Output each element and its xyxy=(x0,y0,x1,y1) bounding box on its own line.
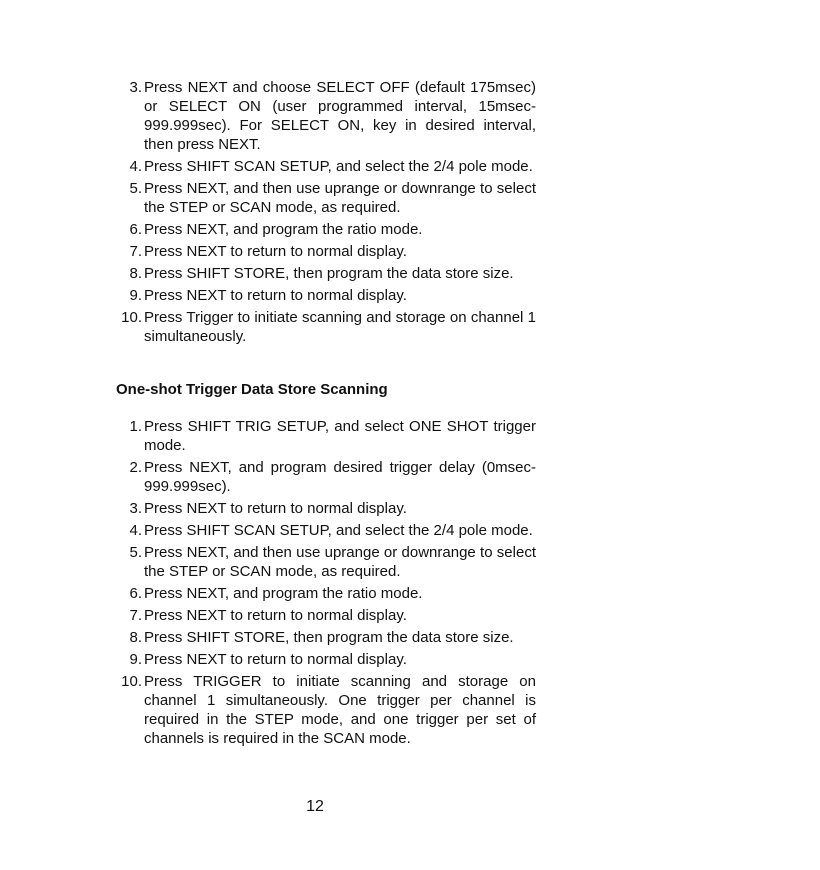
list-item xyxy=(112,521,536,540)
list-item xyxy=(112,242,536,261)
step-number: 4. xyxy=(129,158,142,175)
list-item xyxy=(112,264,536,283)
list-item xyxy=(112,543,536,581)
list-item xyxy=(112,499,536,518)
step-text: Press SHIFT TRIG SETUP, and select ONE SHOT trigger mode. xyxy=(144,418,536,454)
step-number: 10. xyxy=(121,309,142,326)
step-text: Press SHIFT STORE, then program the data store size. xyxy=(144,265,514,282)
list-item xyxy=(112,628,536,647)
step-number: 5. xyxy=(129,180,142,197)
step-text: Press NEXT to return to normal display. xyxy=(144,500,407,517)
step-number: 4. xyxy=(129,522,142,539)
step-text: Press NEXT, and then use uprange or downrange to select the STEP or SCAN mode, as required. xyxy=(144,180,536,216)
manual-page xyxy=(112,78,536,751)
step-text: Press NEXT to return to normal display. xyxy=(144,607,407,624)
list-item xyxy=(112,584,536,603)
step-number: 3. xyxy=(129,79,142,96)
step-number: 6. xyxy=(129,585,142,602)
step-text: Press SHIFT SCAN SETUP, and select the 2/4 pole mode. xyxy=(144,522,533,539)
step-text: Press NEXT to return to normal display. xyxy=(144,287,407,304)
step-number: 7. xyxy=(129,607,142,624)
step-number: 10. xyxy=(121,673,142,690)
step-text: Press NEXT and choose SELECT OFF (default 175msec) or SELECT ON (user programmed interval, 15msec-999.999sec). For SELECT ON, key in desired interval, then press NEXT. xyxy=(144,79,536,153)
section-heading: One-shot Trigger Data Store Scanning xyxy=(116,381,388,398)
list-item xyxy=(112,417,536,455)
step-text: Press TRIGGER to initiate scanning and storage on channel 1 simultaneously. One trigger per channel is required in the STEP mode, and one trigger per set of channels is required in the SCAN mode. xyxy=(144,673,536,747)
section2-steps xyxy=(112,417,536,748)
list-item xyxy=(112,672,536,748)
step-number: 9. xyxy=(129,651,142,668)
list-item xyxy=(112,78,536,154)
list-item xyxy=(112,157,536,176)
step-number: 5. xyxy=(129,544,142,561)
section1-steps xyxy=(112,78,536,346)
step-text: Press NEXT to return to normal display. xyxy=(144,243,407,260)
step-text: Press Trigger to initiate scanning and storage on channel 1 simultaneously. xyxy=(144,309,536,345)
step-number: 8. xyxy=(129,265,142,282)
page-number: 12 xyxy=(306,798,324,815)
list-item xyxy=(112,606,536,625)
list-item xyxy=(112,220,536,239)
step-text: Press NEXT, and program desired trigger delay (0msec-999.999sec). xyxy=(144,459,536,495)
list-item xyxy=(112,179,536,217)
step-number: 1. xyxy=(129,418,142,435)
step-number: 2. xyxy=(129,459,142,476)
step-text: Press NEXT, and program the ratio mode. xyxy=(144,221,423,238)
list-item xyxy=(112,458,536,496)
step-number: 8. xyxy=(129,629,142,646)
list-item xyxy=(112,286,536,305)
list-item xyxy=(112,650,536,669)
step-text: Press SHIFT SCAN SETUP, and select the 2/4 pole mode. xyxy=(144,158,533,175)
step-number: 6. xyxy=(129,221,142,238)
list-item xyxy=(112,308,536,346)
step-number: 9. xyxy=(129,287,142,304)
step-text: Press NEXT, and then use uprange or downrange to select the STEP or SCAN mode, as required. xyxy=(144,544,536,580)
step-number: 3. xyxy=(129,500,142,517)
step-text: Press SHIFT STORE, then program the data store size. xyxy=(144,629,514,646)
step-number: 7. xyxy=(129,243,142,260)
step-text: Press NEXT to return to normal display. xyxy=(144,651,407,668)
step-text: Press NEXT, and program the ratio mode. xyxy=(144,585,423,602)
